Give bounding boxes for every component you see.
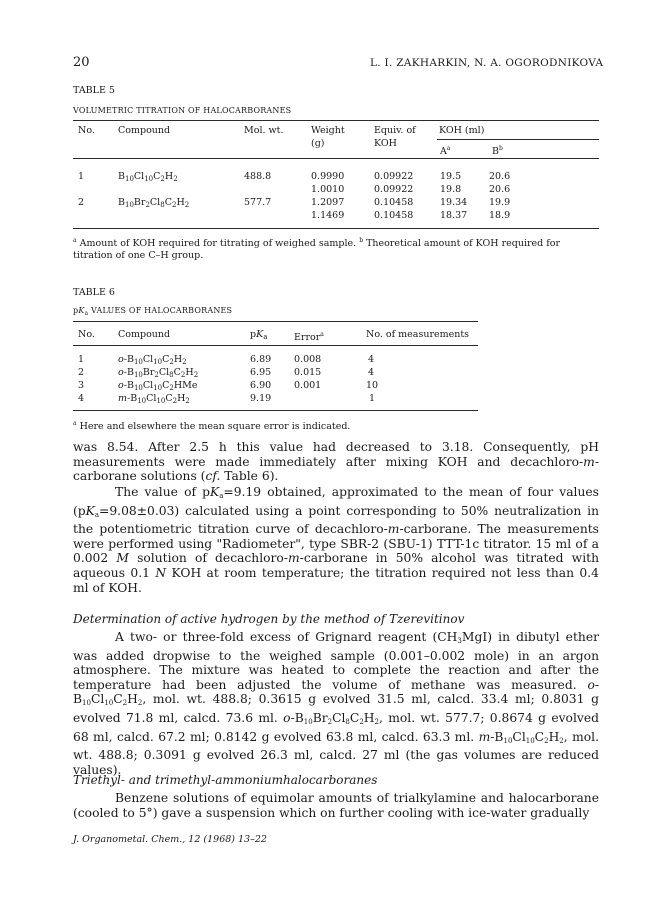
section-heading-tzerevitinov: Determination of active hydrogen by the method of Tzerevitinov [73, 612, 465, 626]
t5-h-weight: Weight [311, 125, 345, 136]
t6-r3-compound: $o-B_{10}Cl_{10}C_2HMe$ [118, 380, 198, 392]
t6-r2-pka: 6.95 [250, 367, 272, 378]
t6-r1-no: 1 [78, 354, 85, 365]
t5-r2-weight: 1.0010 [311, 184, 345, 195]
t5-h-koh: KOH (ml) [439, 125, 485, 136]
t5-r2-a: 19.8 [440, 184, 462, 195]
t5-h-no: No. [78, 125, 95, 136]
t6-r1-error: 0.008 [294, 354, 322, 365]
t5-r1-equiv: 0.09922 [374, 171, 414, 182]
body-paragraph-1: was 8.54. After 2.5 h this value had decreased to 3.18. Consequently, pH measurements were made immediately after mixing KOH and decachloro-m-carborane solutions (cf. Table 6). [73, 440, 599, 484]
table5-mid-rule [73, 158, 599, 159]
t6-h-compound: Compound [118, 329, 171, 340]
t6-h-pka: $pK_a$ [250, 329, 268, 341]
t5-h-compound: Compound [118, 125, 171, 136]
t5-r4-weight: 1.1469 [311, 210, 345, 221]
t6-r2-compound: $o-B_{10}Br_2Cl_8C_2H_2$ [118, 367, 199, 379]
t5-r3-equiv: 0.10458 [374, 197, 414, 208]
t6-r4-n: 1 [369, 393, 376, 404]
table5-bottom-rule [73, 228, 599, 229]
table5-footnotes: $^a$ Amount of KOH required for titrating of weighed sample. $^b$ Theoretical amount of KOH required for titration of one C–H group. [73, 237, 561, 262]
t5-h-equiv-koh: KOH [374, 138, 397, 149]
t5-h-equiv: Equiv. of [374, 125, 416, 136]
section-heading-ammonium: Triethyl- and trimethyl-ammoniumhalocarboranes [73, 773, 378, 787]
t6-r3-error: 0.001 [294, 380, 322, 391]
t5-r1-molwt: 488.8 [244, 171, 272, 182]
t6-h-no: No. [78, 329, 95, 340]
t6-r3-n: 10 [366, 380, 379, 391]
t5-r3-molwt: 577.7 [244, 197, 272, 208]
t5-r4-b: 18.9 [489, 210, 511, 221]
table6-label: TABLE 6 [73, 287, 115, 298]
t5-r2-equiv: 0.09922 [374, 184, 414, 195]
table6-bottom-rule [73, 410, 478, 411]
t5-r3-b: 19.9 [489, 197, 511, 208]
t5-h-a: $A^a$ [440, 145, 451, 158]
t5-h-b: $B^b$ [492, 145, 503, 158]
journal-citation: J. Organometal. Chem., 12 (1968) 13–22 [73, 834, 267, 845]
t6-h-measurements: No. of measurements [366, 329, 470, 340]
t6-r4-pka: 9.19 [250, 393, 272, 404]
t6-r3-no: 3 [78, 380, 85, 391]
t6-r1-compound: $o-B_{10}Cl_{10}C_2H_2$ [118, 354, 187, 366]
t6-r2-n: 4 [368, 367, 375, 378]
table6-footnote: $^a$ Here and elsewhere the mean square error is indicated. [73, 420, 351, 433]
body-paragraph-3: A two- or three-fold excess of Grignard reagent $(CH_3MgI)$ in dibutyl ether was added dropwise to the weighed sample (0.001–0.002 mole) in an argon atmosphere. The mixture was heated to complete the reaction and after the temperature had been adjusted the volume of methane was measured. $o-B_{10}Cl_{10}C_2H_2$, mol. wt. 488.8; 0.3615 g evolved 31.5 ml, calcd. 33.4 ml; 0.8031 g evolved 71.8 ml, calcd. 73.6 ml. $o-B_{10}Br_2Cl_8C_2H_2$, mol. wt. 577.7; 0.8674 g evolved 68 ml, calcd. 67.2 ml; 0.8142 g evolved 63.8 ml, calcd. 63.3 ml. $m-B_{10}Cl_{10}C_2H_2$, mol. wt. 488.8; 0.3091 g evolved 26.3 ml, calcd. 27 ml (the gas volumes are reduced values). [73, 630, 599, 777]
t6-r4-no: 4 [78, 393, 85, 404]
table6-top-rule [73, 321, 478, 322]
table5-caption: VOLUMETRIC TITRATION OF HALOCARBORANES [73, 106, 292, 115]
t6-r4-compound: $m-B_{10}Cl_{10}C_2H_2$ [118, 393, 190, 405]
body-paragraph-4: Benzene solutions of equimolar amounts of trialkylamine and halocarborane (cooled to 5°) gave a suspension which on further cooling with ice-water gradually [73, 791, 599, 820]
t5-r1-compound: $B_{10}Cl_{10}C_2H_2$ [118, 171, 178, 183]
t6-r2-no: 2 [78, 367, 85, 378]
t5-r1-a: 19.5 [440, 171, 462, 182]
table6-caption: $pK_a$ VALUES OF HALOCARBORANES [73, 306, 233, 317]
t5-r3-compound: $B_{10}Br_2Cl_8C_2H_2$ [118, 197, 190, 209]
t6-r1-pka: 6.89 [250, 354, 272, 365]
table6-mid-rule [73, 345, 478, 346]
t6-r3-pka: 6.90 [250, 380, 272, 391]
running-authors: L. I. ZAKHARKIN, N. A. OGORODNIKOVA [370, 57, 604, 69]
t5-r4-a: 18.37 [440, 210, 468, 221]
t5-r1-b: 20.6 [489, 171, 511, 182]
t5-r3-weight: 1.2097 [311, 197, 345, 208]
t6-r1-n: 4 [368, 354, 375, 365]
t5-r3-a: 19.34 [440, 197, 468, 208]
t6-h-error: Error$^a$ [294, 331, 324, 344]
page-number: 20 [73, 55, 90, 70]
t5-r1-weight: 0.9990 [311, 171, 345, 182]
t5-r4-equiv: 0.10458 [374, 210, 414, 221]
t6-r2-error: 0.015 [294, 367, 322, 378]
t5-r1-no: 1 [78, 171, 85, 182]
t5-r2-b: 20.6 [489, 184, 511, 195]
t5-r3-no: 2 [78, 197, 85, 208]
body-paragraph-2: The value of $pK_a=9.19$ obtained, approximated to the mean of four values $(pK_a=9.08\pm 0.03)$ calculated using a point corresponding to 50% neutralization in the potentiometric titration curve of decachloro-m-carborane. The measurements were performed using "Radiometer", type SBR-2 (SBU-1) TTT-1c titrator. 15 ml of a 0.002 M solution of decachloro-m-carborane in 50% alcohol was titrated with aqueous 0.1 N KOH at room temperature; the titration required not less than 0.4 ml of KOH. [73, 485, 599, 595]
t5-h-weight-unit: (g) [311, 138, 325, 149]
t5-h-molwt: Mol. wt. [244, 125, 284, 136]
t5-koh-rule [437, 139, 599, 140]
table5-label: TABLE 5 [73, 85, 115, 96]
table5-top-rule [73, 120, 599, 121]
